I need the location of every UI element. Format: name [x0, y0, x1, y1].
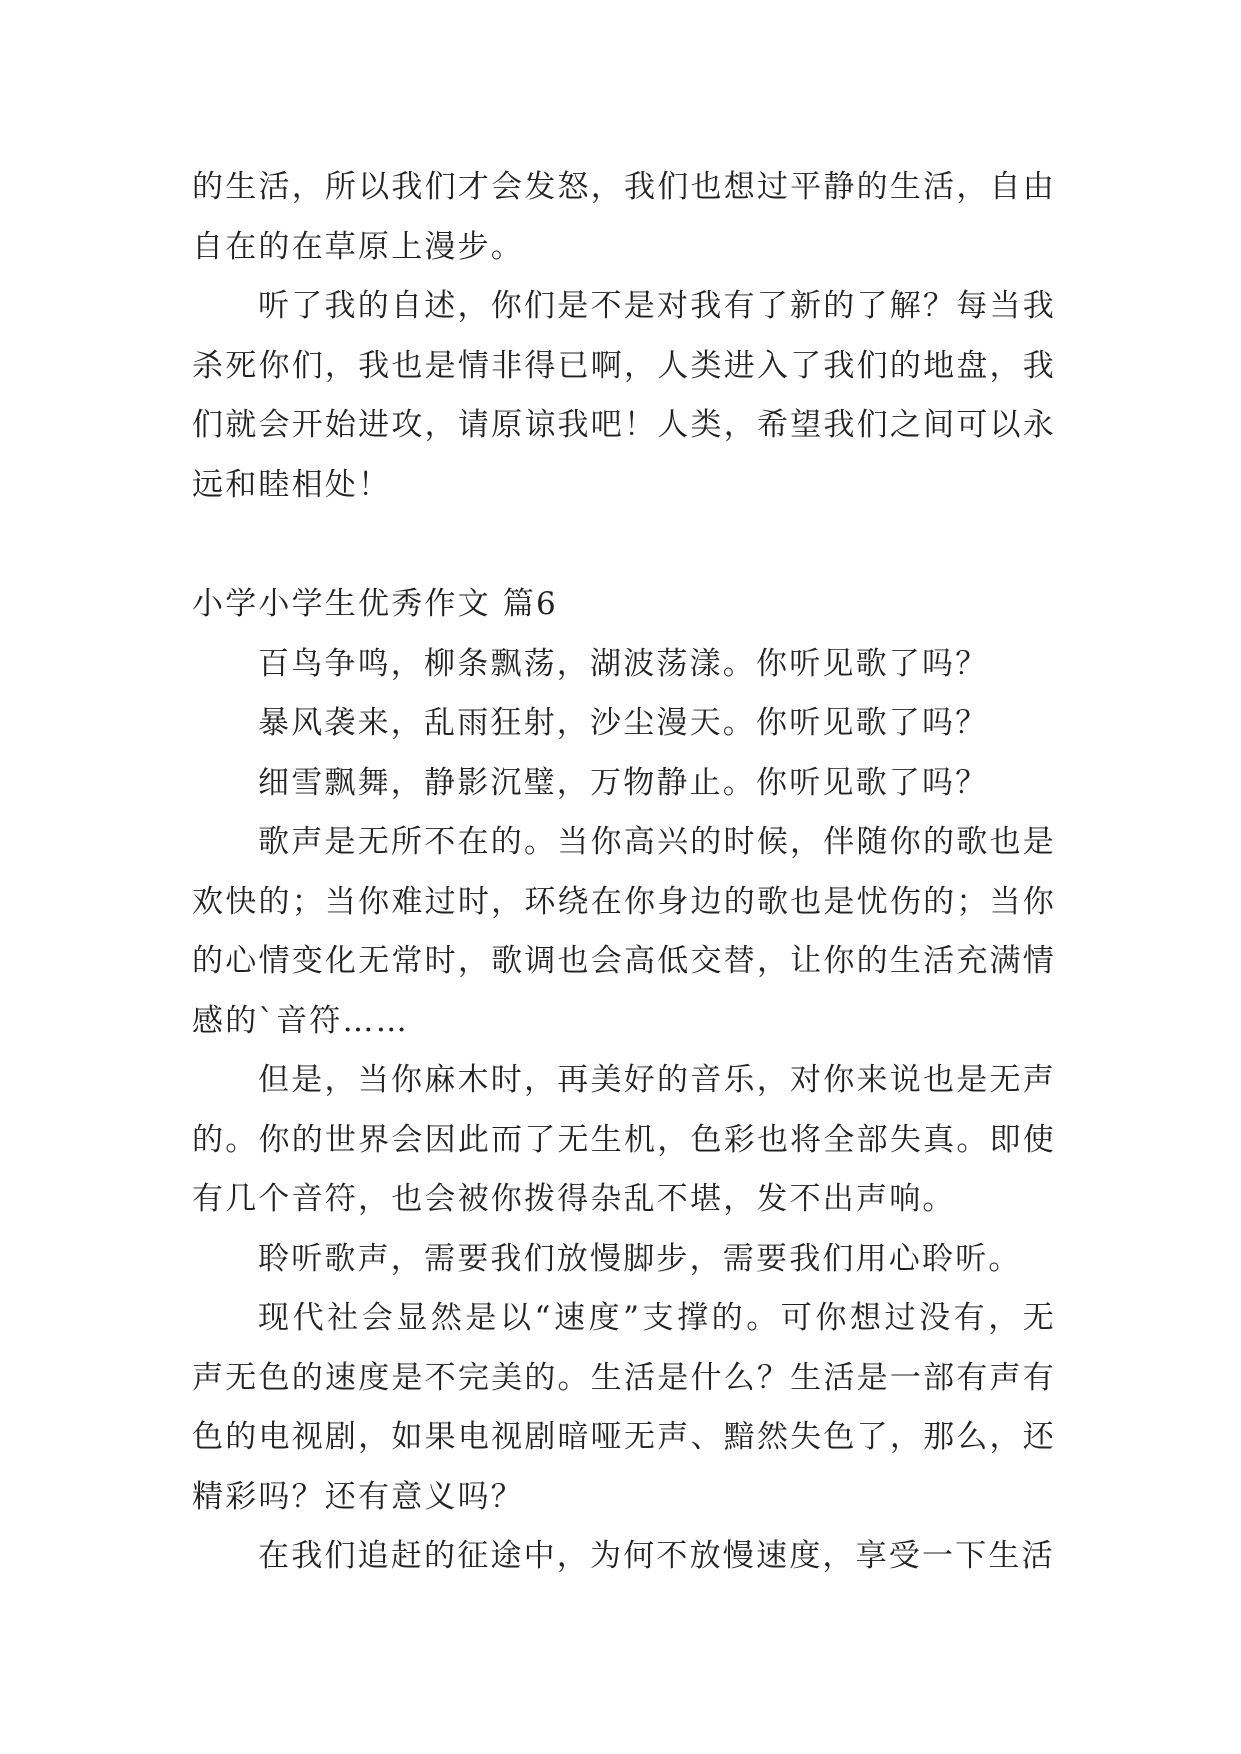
paragraph: 暴风袭来，乱雨狂射，沙尘漫天。你听见歌了吗？ — [258, 705, 989, 741]
section-heading: 小学小学生优秀作文 篇6 — [192, 586, 558, 622]
paragraph-truncated: 在我们追赶的征途中，为何不放慢速度，享受一下生活 — [258, 1538, 1055, 1574]
paragraph: 百鸟争鸣，柳条飘荡，湖波荡漾。你听见歌了吗？ — [258, 645, 989, 682]
section-gap — [192, 515, 1056, 575]
paragraph: 聆听歌声，需要我们放慢脚步，需要我们用心聆听。 — [258, 1240, 1022, 1277]
paragraph-continued: 的生活，所以我们才会发怒，我们也想过平静的生活，自由自在的在草原上漫步。 — [192, 169, 1056, 265]
document-body — [192, 158, 1056, 1587]
paragraph: 听了我的自述，你们是不是对我有了新的了解？每当我杀死你们，我也是情非得已啊，人类进入了我们的地盘，我们就会开始进攻，请原谅我吧！人类，希望我们之间可以永远和睦相处！ — [192, 288, 1056, 503]
paragraph: 现代社会显然是以“速度”支撑的。可你想过没有，无声无色的速度是不完美的。生活是什么？生活是一部有声有色的电视剧，如果电视剧暗哑无声、黯然失色了，那么，还精彩吗？还有意义吗？ — [192, 1300, 1056, 1515]
paragraph: 细雪飘舞，静影沉璧，万物静止。你听见歌了吗？ — [258, 764, 989, 801]
paragraph: 歌声是无所不在的。当你高兴的时候，伴随你的歌也是欢快的；当你难过时，环绕在你身边的歌也是忧伤的；当你的心情变化无常时，歌调也会高低交替，让你的生活充满情感的`音符…… — [192, 824, 1056, 1039]
paragraph: 但是，当你麻木时，再美好的音乐，对你来说也是无声的。你的世界会因此而了无生机，色彩也将全部失真。即使有几个音符，也会被你拨得杂乱不堪，发不出声响。 — [192, 1062, 1056, 1217]
